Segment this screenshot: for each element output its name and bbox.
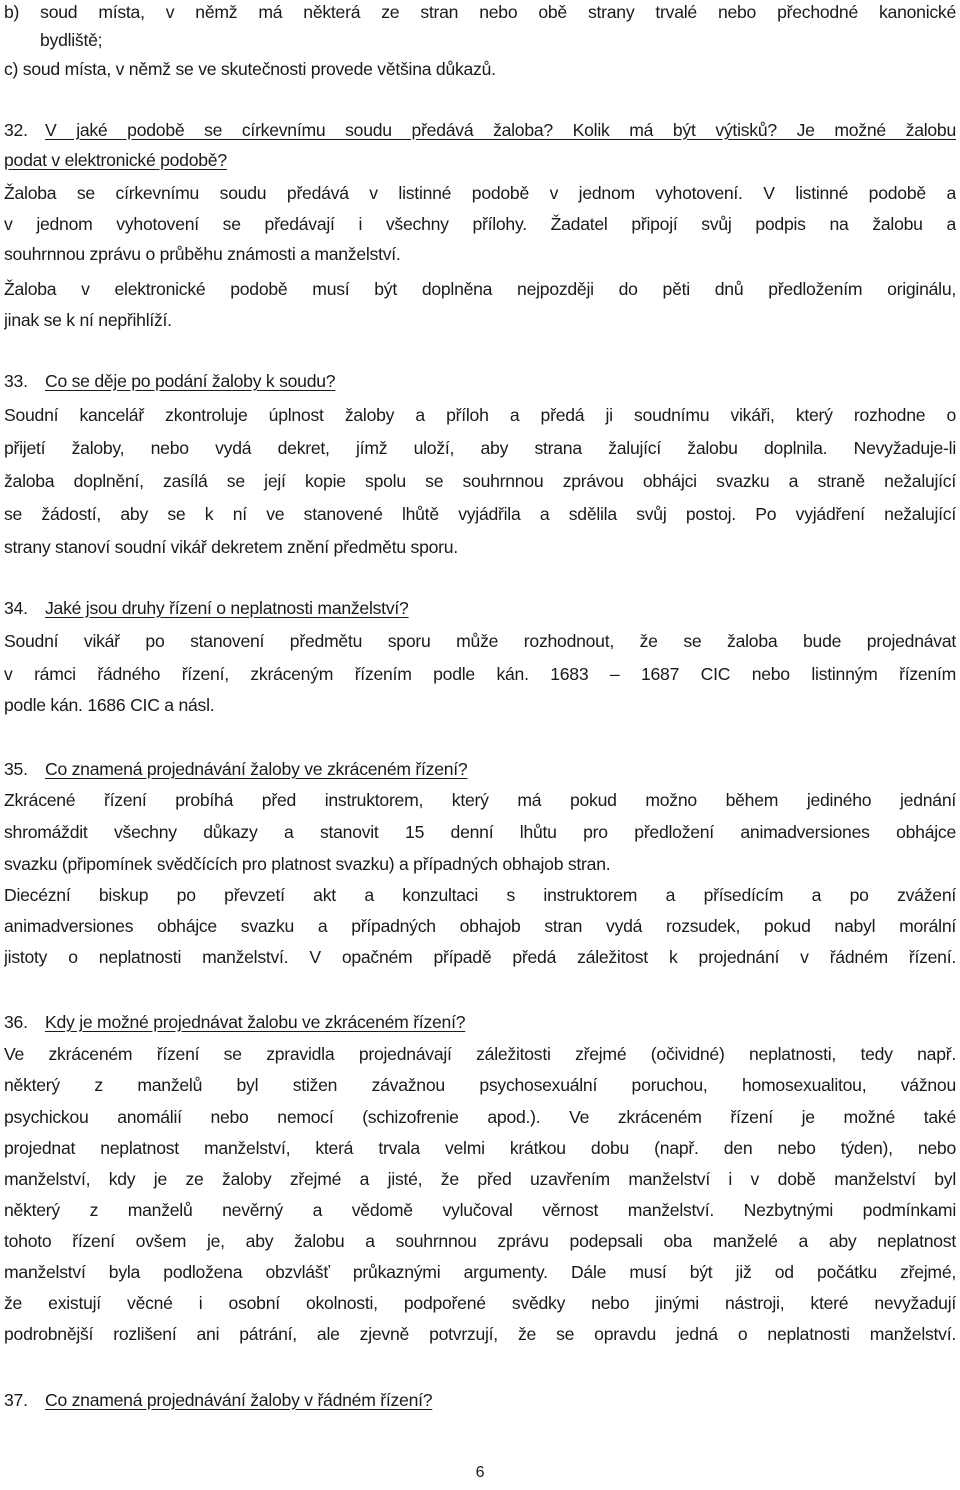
question-36-title: Kdy je možné projednávat žalobu ve zkráceném řízení?	[45, 1012, 466, 1032]
paragraph-line: psychickou anomálií nebo nemocí (schizofrenie apod.). Ve zkráceném řízení je možné také	[4, 1107, 956, 1127]
question-34-heading	[4, 595, 409, 621]
paragraph-line: jinak se k ní nepřihlíží.	[4, 310, 172, 330]
paragraph-line: podrobnější rozlišení ani pátrání, ale zjevně potvrzují, že se opravdu jedná o neplatnosti manželství.	[4, 1324, 956, 1344]
list-item-c: c) soud místa, v němž se ve skutečnosti provede většina důkazů.	[4, 59, 496, 79]
paragraph-line: v rámci řádného řízení, zkráceným řízením podle kán. 1683 – 1687 CIC nebo listinným řízením	[4, 664, 956, 684]
question-32-title-part2	[4, 147, 956, 173]
question-33-title: Co se děje po podání žaloby k soudu?	[45, 371, 336, 391]
question-33-number: 33.	[4, 371, 28, 391]
paragraph-line: Zkrácené řízení probíhá před instruktorem, který má pokud možno během jediného jednání	[4, 790, 956, 810]
paragraph-line: Diecézní biskup po převzetí akt a konzultaci s instruktorem a přísedícím a po zvážení	[4, 885, 956, 905]
question-35-title: Co znamená projednávání žaloby ve zkráceném řízení?	[45, 759, 468, 779]
question-35-number: 35.	[4, 759, 28, 779]
question-34-title: Jaké jsou druhy řízení o neplatnosti manželství?	[45, 598, 409, 618]
question-32-title-part1: V jaké podobě se církevnímu soudu předává žaloba? Kolik má být výtisků? Je možné žalobu	[45, 120, 956, 140]
question-34-number: 34.	[4, 598, 28, 618]
paragraph-line: projednat neplatnost manželství, která trvala velmi krátkou dobu (např. den nebo týden), nebo	[4, 1138, 956, 1158]
paragraph-line: souhrnnou zprávu o průběhu známosti a manželství.	[4, 244, 401, 264]
paragraph-line: se žádostí, aby se k ní ve stanovené lhůtě vyjádřila a sdělila svůj postoj. Po vyjádření nežalující	[4, 504, 956, 524]
paragraph-line: že existují věcné i osobní okolnosti, podpořené svědky nebo jinými nástroji, které nevyžadují	[4, 1293, 956, 1313]
list-item-b-line-2: bydliště;	[40, 30, 103, 50]
question-37-heading	[4, 1387, 432, 1413]
paragraph-line: strany stanoví soudní vikář dekretem znění předmětu sporu.	[4, 537, 458, 557]
paragraph-line: Žaloba v elektronické podobě musí být doplněna nejpozději do pěti dnů předložením originálu,	[4, 279, 956, 299]
question-35-heading	[4, 756, 467, 782]
paragraph-line: manželství, kdy je ze žaloby zřejmé a jisté, že před uzavřením manželství i v době manželství byl	[4, 1169, 956, 1189]
page-number: 6	[475, 1464, 485, 1481]
list-item-b-line-1: b) soud místa, v němž má některá ze stran nebo obě strany trvalé nebo přechodné kanonické	[4, 2, 956, 22]
paragraph-line: jistoty o neplatnosti manželství. V opačném případě předá záležitost k projednání v řádném řízení.	[4, 947, 956, 967]
paragraph-line: animadversiones obhájce svazku a případných obhajob stran vydá rozsudek, pokud nabyl morální	[4, 916, 956, 936]
paragraph-line: v jednom vyhotovení se předávají i všechny přílohy. Žadatel připojí svůj podpis na žalobu a	[4, 214, 956, 234]
paragraph-line: svazku (připomínek svědčících pro platnost svazku) a případných obhajob stran.	[4, 854, 611, 874]
paragraph-line: některý z manželů byl stižen závažnou psychosexuální poruchou, homosexualitou, vážnou	[4, 1075, 956, 1095]
question-37-number: 37.	[4, 1390, 28, 1410]
question-37-title: Co znamená projednávání žaloby v řádném řízení?	[45, 1390, 433, 1410]
question-33-heading	[4, 368, 335, 394]
paragraph-line: Ve zkráceném řízení se zpravidla projednávají záležitosti zřejmé (očividné) neplatnosti, tedy např.	[4, 1044, 956, 1064]
question-36-number: 36.	[4, 1012, 28, 1032]
paragraph-line: tohoto řízení ovšem je, aby žalobu a souhrnnou zprávu podepsali oba manželé a aby neplatnost	[4, 1231, 956, 1251]
paragraph-line: Soudní kancelář zkontroluje úplnost žaloby a příloh a předá ji soudnímu vikáři, který rozhodne o	[4, 405, 956, 425]
question-32-title-part2-text: podat v elektronické podobě?	[4, 150, 227, 170]
paragraph-line: manželství byla podložena obzvlášť průkaznými argumenty. Dále musí být již od počátku zřejmé,	[4, 1262, 956, 1282]
paragraph-line: Soudní vikář po stanovení předmětu sporu může rozhodnout, že se žaloba bude projednávat	[4, 631, 956, 651]
paragraph-line: některý z manželů nevěrný a vědomě vylučoval věrnost manželství. Nezbytnými podmínkami	[4, 1200, 956, 1220]
paragraph-line: přijetí žaloby, nebo vydá dekret, jímž uloží, aby strana žalující žalobu doplnila. Nevyžaduje-li	[4, 438, 956, 458]
question-32-number: 32.	[4, 120, 28, 140]
question-36-heading	[4, 1009, 465, 1035]
paragraph-line: Žaloba se církevnímu soudu předává v listinné podobě v jednom vyhotovení. V listinné podobě a	[4, 183, 956, 203]
question-32-heading	[4, 117, 956, 143]
paragraph-line: shromáždit všechny důkazy a stanovit 15 denní lhůtu pro předložení animadversiones obhájce	[4, 822, 956, 842]
paragraph-line: podle kán. 1686 CIC a násl.	[4, 695, 215, 715]
paragraph-line: žaloba doplnění, zasílá se její kopie spolu se souhrnnou zprávou obhájci svazku a straně nežalující	[4, 471, 956, 491]
